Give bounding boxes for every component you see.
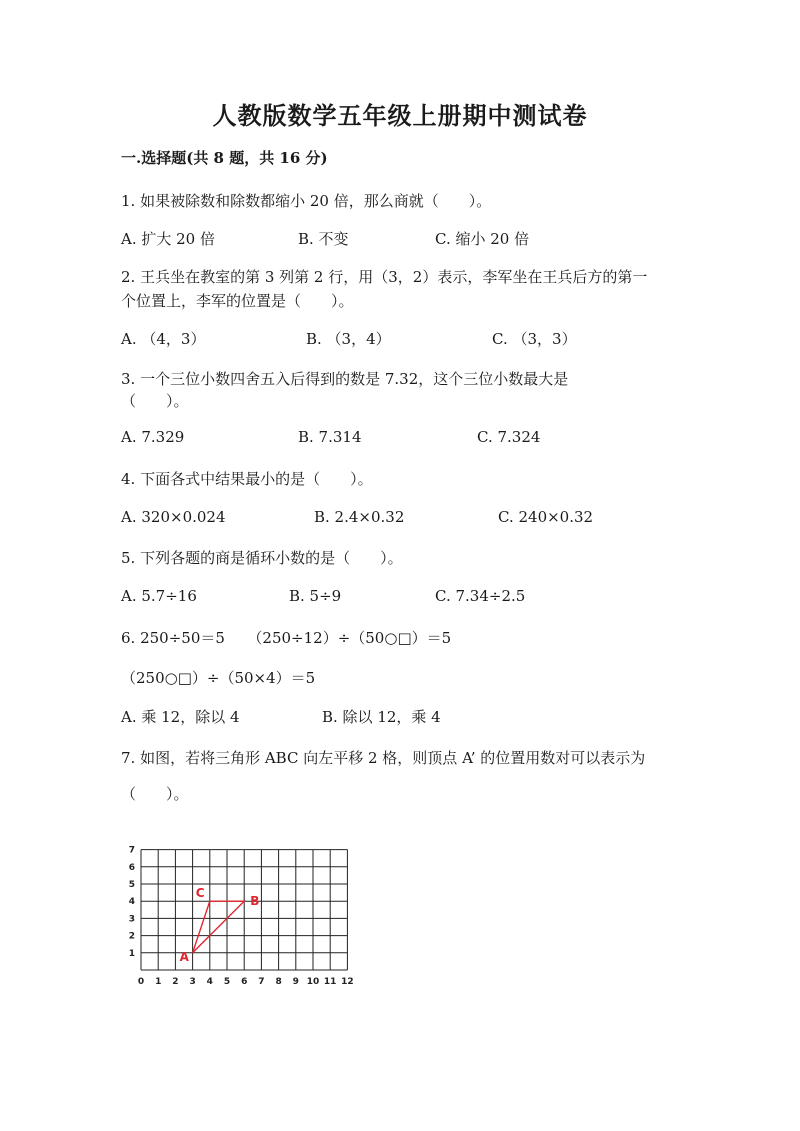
question-4-option-a: A. 320×0.024 (121, 508, 226, 526)
coordinate-grid-figure (122, 842, 362, 996)
question-1-option-c: C. 缩小 20 倍 (435, 230, 530, 248)
question-6-option-a: A. 乘 12，除以 4 (121, 708, 240, 726)
coordinate-grid (122, 842, 362, 992)
point-label-b: B (250, 894, 260, 909)
question-2-text-line-2: 个位置上，李军的位置是（ ）。 (121, 292, 354, 310)
y-tick-label: 6 (128, 862, 135, 873)
section-heading: 一.选择题(共 8 题，共 16 分) (121, 149, 328, 167)
question-3-text-line-2: （ ）。 (121, 392, 189, 410)
x-tick-label: 3 (189, 977, 196, 987)
question-1-option-a: A. 扩大 20 倍 (121, 230, 215, 248)
question-3-option-c: C. 7.324 (477, 428, 541, 446)
x-tick-label: 12 (341, 977, 354, 987)
triangle-abc (193, 901, 245, 953)
question-5-text: 5. 下列各题的商是循环小数的是（ ）。 (121, 549, 403, 567)
question-3-option-b: B. 7.314 (298, 428, 362, 446)
y-tick-label: 1 (128, 948, 135, 959)
y-tick-label: 4 (128, 897, 135, 908)
x-tick-label: 5 (223, 977, 231, 987)
question-5-option-b: B. 5÷9 (289, 587, 342, 605)
page-title: 人教版数学五年级上册期中测试卷 (212, 101, 588, 130)
x-tick-label: 10 (306, 977, 320, 987)
y-tick-label: 7 (128, 845, 135, 856)
x-tick-label: 4 (206, 977, 213, 987)
question-3-text-line-1: 3. 一个三位小数四舍五入后得到的数是 7.32，这个三位小数最大是 (121, 370, 569, 388)
y-tick-label: 2 (128, 931, 135, 942)
question-6-option-b: B. 除以 12，乘 4 (322, 708, 441, 726)
question-3-option-a: A. 7.329 (121, 428, 185, 446)
point-label-a: A (179, 949, 189, 964)
x-tick-label: 0 (137, 977, 145, 987)
x-tick-label: 2 (172, 977, 179, 987)
question-2-option-b: B. （3，4） (306, 330, 391, 348)
x-tick-label: 11 (323, 977, 337, 987)
question-5-option-a: A. 5.7÷16 (121, 587, 197, 605)
question-4-text: 4. 下面各式中结果最小的是（ ）。 (121, 470, 373, 488)
question-7-text-line-2: （ ）。 (121, 785, 189, 803)
question-6-text-line-1: 6. 250÷50＝5 （250÷12）÷（50○□）＝5 (121, 629, 452, 647)
question-1-text: 1. 如果被除数和除数都缩小 20 倍，那么商就（ ）。 (121, 192, 492, 210)
y-tick-label: 5 (128, 880, 135, 890)
x-tick-label: 9 (292, 977, 299, 987)
question-4-option-b: B. 2.4×0.32 (314, 508, 405, 526)
question-2-option-a: A. （4，3） (121, 330, 206, 348)
x-tick-label: 6 (241, 977, 248, 987)
question-4-option-c: C. 240×0.32 (498, 508, 594, 526)
question-1-option-b: B. 不变 (298, 230, 349, 248)
question-7-text-line-1: 7. 如图，若将三角形 ABC 向左平移 2 格，则顶点 A’ 的位置用数对可以表示为 (121, 749, 646, 767)
question-2-text-line-1: 2. 王兵坐在教室的第 3 列第 2 行，用（3，2）表示，李军坐在王兵后方的第一 (121, 268, 648, 286)
x-tick-label: 8 (275, 977, 282, 987)
question-2-option-c: C. （3，3） (492, 330, 577, 348)
y-tick-label: 3 (128, 914, 135, 925)
point-label-c: C (195, 886, 205, 901)
x-tick-label: 1 (155, 977, 162, 987)
question-6-text-line-2: （250○□）÷（50×4）＝5 (121, 669, 316, 687)
question-5-option-c: C. 7.34÷2.5 (435, 587, 526, 605)
x-tick-label: 7 (258, 977, 265, 987)
